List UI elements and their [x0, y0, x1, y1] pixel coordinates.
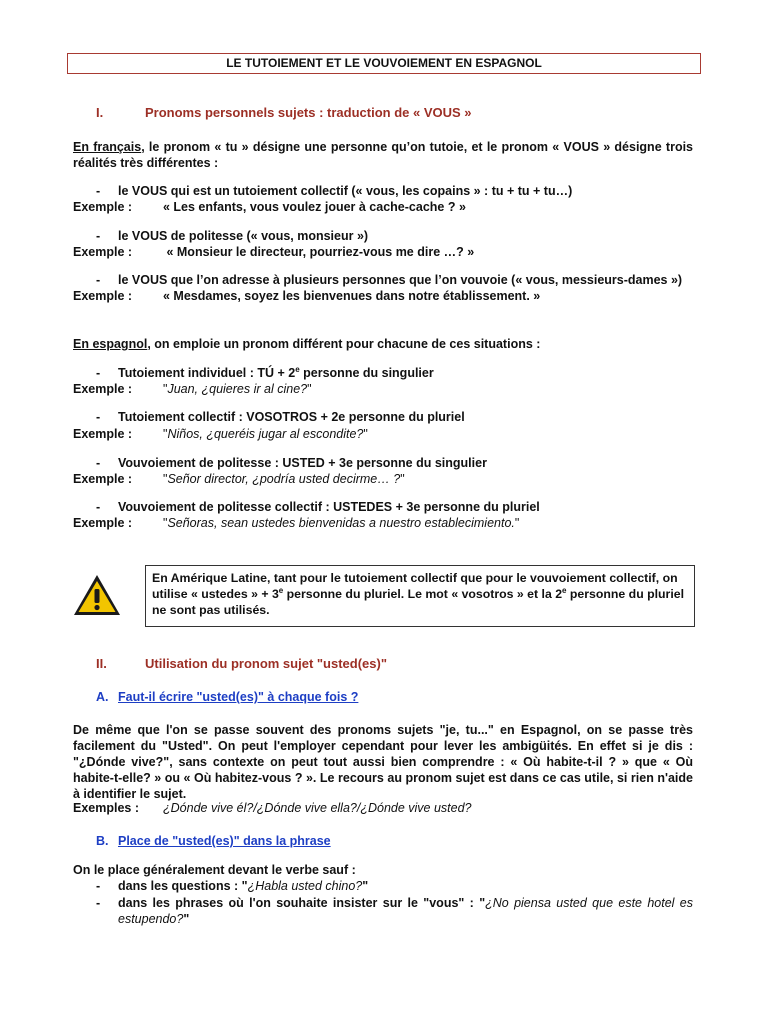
es-bullet-1-post: personne du singulier: [299, 366, 434, 380]
es-example-1-text: Juan, ¿quieres ir al cine?: [167, 382, 308, 396]
es-bullet-1: - Tutoiement individuel : TÚ + $2^e$ personne du singulier: [96, 364, 434, 380]
es-example-1-label: Exemple :: [73, 382, 133, 396]
es-example-2-label: Exemple :: [73, 427, 133, 441]
fr-bullet-2-text: le VOUS de politesse (« vous, monsieur »): [118, 229, 369, 243]
note-sup-2: e: [562, 585, 567, 595]
fr-example-1: [73, 199, 466, 215]
es-bullet-1-sup: e: [295, 364, 300, 374]
section-2-title: Utilisation du pronom sujet "usted(es)": [145, 656, 388, 671]
section-1-number: I.: [96, 105, 104, 120]
fr-intro: [73, 139, 693, 171]
fr-example-3-text: « Mesdames, soyez les bienvenues dans notre établissement. »: [163, 289, 541, 303]
subsection-a-title: Faut-il écrire "usted(es)" à chaque fois ?: [118, 690, 359, 704]
paragraph-b: On le place généralement devant le verbe sauf :: [73, 863, 356, 877]
quote-close: ": [307, 382, 312, 396]
fr-bullet-1: - le VOUS qui est un tutoiement collectif (« vous, les copains » : tu + tu + tu…): [96, 184, 573, 198]
es-example-3: [73, 471, 405, 487]
quote-open: ": [163, 516, 168, 530]
fr-intro-text: , le pronom « tu » désigne une personne qu’on tutoie, et le pronom « VOUS » désigne trois réalités très différentes :: [73, 140, 694, 170]
es-intro-label: En espagnol: [73, 337, 148, 351]
es-bullet-3: - Vouvoiement de politesse : USTED + 3e personne du singulier: [96, 456, 487, 470]
b-bullet-2: - dans les phrases où l'on souhaite insister sur le "vous" : "¿No piensa usted que este hotel es estupendo?": [96, 896, 693, 926]
es-bullet-2-text: Tutoiement collectif : VOSOTROS + 2e personne du pluriel: [118, 410, 465, 424]
subsection-b-number: B.: [96, 834, 109, 848]
es-example-2: [73, 426, 368, 442]
es-intro-text: , on emploie un pronom différent pour chacune de ces situations :: [147, 337, 541, 351]
es-bullet-3-text: Vouvoiement de politesse : USTED + 3e personne du singulier: [118, 456, 487, 470]
es-example-1: [73, 381, 312, 397]
fr-example-1-text: « Les enfants, vous voulez jouer à cache-cache ? »: [163, 200, 466, 214]
document-title: LE TUTOIEMENT ET LE VOUVOIEMENT EN ESPAGNOL: [67, 53, 701, 74]
latin-america-note: [145, 565, 695, 627]
section-1-title: Pronoms personnels sujets : traduction de « VOUS »: [145, 105, 472, 120]
es-intro: [73, 336, 693, 352]
section-2-heading: [96, 656, 387, 672]
b-bullet-1-text: dans les questions :: [118, 879, 242, 893]
fr-intro-label: En français: [73, 140, 142, 154]
note-text-2: personne du pluriel. Le mot « vosotros » et la 2: [283, 587, 563, 601]
fr-example-2: [73, 244, 474, 260]
note-sup-1: e: [278, 585, 284, 595]
quote-close: ": [362, 879, 369, 893]
fr-bullet-1-text: le VOUS qui est un tutoiement collectif (« vous, les copains » : tu + tu + tu…): [118, 184, 573, 198]
b-bullet-1: - dans les questions : "¿Habla usted chino?": [96, 879, 369, 893]
fr-bullet-2: - le VOUS de politesse (« vous, monsieur »): [96, 229, 369, 243]
quote-open: ": [479, 896, 486, 910]
fr-example-2-label: Exemple :: [73, 245, 133, 259]
quote-open: ": [241, 879, 248, 893]
es-example-3-text: Señor director, ¿podría usted decirme… ?: [167, 472, 401, 486]
warning-triangle-icon: [72, 573, 122, 617]
fr-example-3: [73, 288, 540, 304]
section-2-number: II.: [96, 656, 107, 671]
es-bullet-4: - Vouvoiement de politesse collectif : USTEDES + 3e personne du pluriel: [96, 500, 540, 514]
quote-open: ": [163, 427, 168, 441]
es-example-4-label: Exemple :: [73, 516, 133, 530]
quote-open: ": [163, 382, 168, 396]
subsection-b-heading: [96, 833, 331, 849]
section-1-heading: [96, 105, 472, 121]
es-example-4-text: Señoras, sean ustedes bienvenidas a nuestro establecimiento.: [167, 516, 515, 530]
fr-bullet-3-text: le VOUS que l’on adresse à plusieurs personnes que l’on vouvoie (« vous, messieurs-dames »): [118, 273, 683, 287]
examples-label: Exemples :: [73, 801, 140, 815]
b-bullet-2-italic: ¿No piensa usted que este hotel es estupendo?: [118, 896, 693, 926]
es-bullet-2: - Tutoiement collectif : VOSOTROS + 2e personne du pluriel: [96, 410, 465, 424]
note-text-3: personne du pluriel ne sont pas utilisés.: [152, 587, 685, 617]
fr-example-1-label: Exemple :: [73, 200, 133, 214]
b-bullet-2-text: dans les phrases où l'on souhaite insister sur le "vous" :: [118, 896, 480, 910]
note-text-1: En Amérique Latine, tant pour le tutoiement collectif que pour le vouvoiement collectif, on utilise « ustedes » + 3: [152, 571, 678, 601]
examples-line: [73, 800, 472, 816]
es-bullet-4-text: Vouvoiement de politesse collectif : USTEDES + 3e personne du pluriel: [118, 500, 540, 514]
subsection-b-title: Place de "usted(es)" dans la phrase: [118, 834, 331, 848]
es-bullet-1-text: Tutoiement individuel : TÚ + 2: [118, 366, 296, 380]
quote-close: ": [363, 427, 368, 441]
b-bullet-1-italic: ¿Habla usted chino?: [247, 879, 363, 893]
b-bullet-2-body: [118, 895, 693, 927]
es-example-2-text: Niños, ¿queréis jugar al escondite?: [167, 427, 364, 441]
es-example-4: [73, 515, 519, 531]
subsection-a-heading: [96, 689, 358, 705]
fr-example-3-label: Exemple :: [73, 289, 133, 303]
fr-example-2-text: « Monsieur le directeur, pourriez-vous me dire …? »: [163, 245, 475, 259]
fr-bullet-3: - le VOUS que l’on adresse à plusieurs personnes que l’on vouvoie (« vous, messieurs-dames »): [96, 273, 683, 287]
subsection-a-number: A.: [96, 690, 109, 704]
quote-close: ": [183, 912, 190, 926]
examples-text: ¿Dónde vive él?/¿Dónde vive ella?/¿Dónde vive usted?: [163, 801, 472, 815]
paragraph-a: De même que l'on se passe souvent des pronoms sujets "je, tu..." en Espagnol, on se passe très facilement du "Usted". On peut l'employer cependant pour lever les ambigüités. En effet si je dis : "¿Dónde vive?", sans contexte on peut tout aussi bien comprendre : « Où habite-t-il ? » que « Où habite-t-elle? » ou « Où habitez-vous ? ». Le recours au pronom sujet est dans ce cas utile, si rien n'aide à identifier le sujet.: [73, 723, 693, 801]
quote-open: ": [163, 472, 168, 486]
es-example-3-label: Exemple :: [73, 472, 133, 486]
quote-close: ": [400, 472, 405, 486]
quote-close: ": [514, 516, 520, 530]
